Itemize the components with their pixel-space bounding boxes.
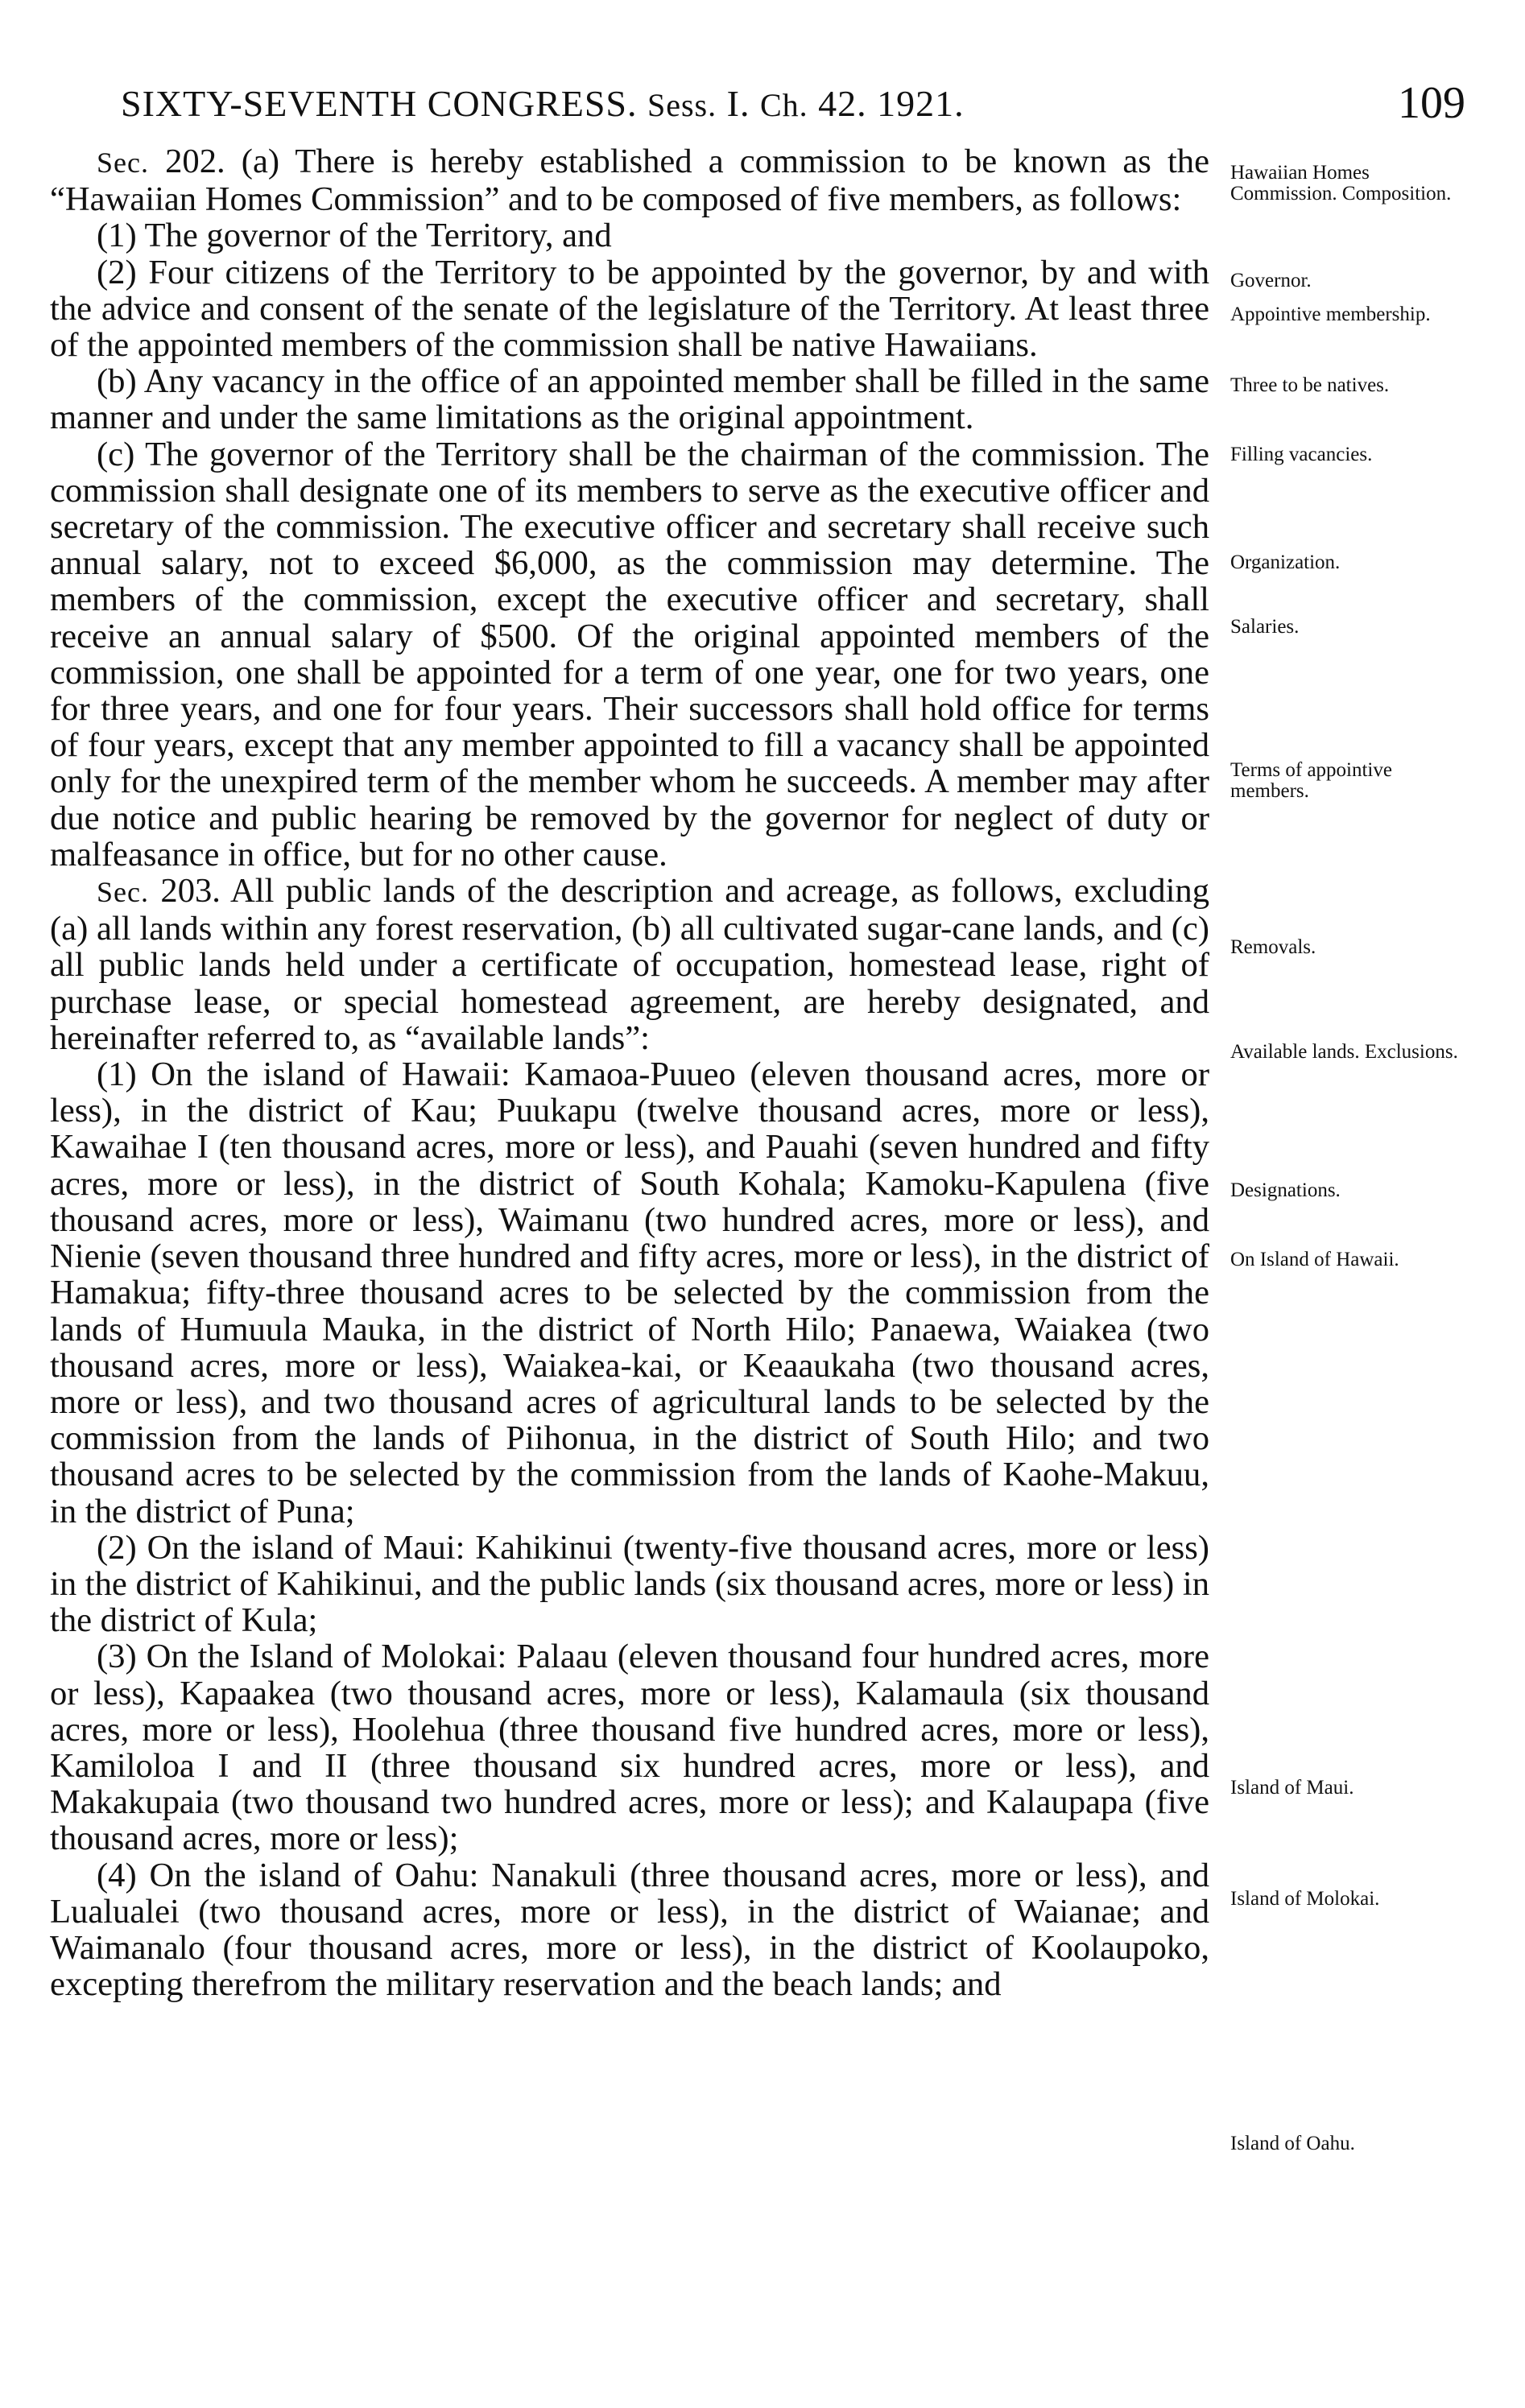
margin-note: Filling vacancies. (1230, 444, 1373, 465)
paragraph-organization: (c) The governor of the Territory shall be the chairman of the commission. The commission shall designate one of its members to serve as the executive officer and secretary of the commission. The executive officer and secretary shall receive such annual salary, not to exceed $6,000, as the commission may determine. The members of the commission, except the executive officer and secretary, shall receive an annual salary of $500. Of the original appointed members of the commission, one shall be appointed for a term of one year, one for two years, one for three years, and one for four years. Their successors shall hold office for terms of four years, except that any member appointed to fill a vacancy shall be appointed only for the unexpired term of the member whom he succeeds. A member may after due notice and public hearing be removed by the governor for neglect of duty or malfeasance in office, but for no other cause. (50, 435, 1209, 874)
paragraph-island-molokai: (3) On the Island of Molokai: Palaau (eleven thousand four hundred acres, more or less), Kapaakea (two thousand acres, more or less), Kalamaula (six thousand acres, more or less), Hoolehua (three thousand five hundred acres, more or less), Kamiloloa I and II (three thousand six hundred acres, more or less), and Makakupaia (two thousand two hundred acres, more or less); and Kalaupapa (five thousand acres, more or less); (50, 1638, 1209, 1858)
session-number: I. (726, 83, 750, 124)
margin-note: Three to be natives. (1230, 374, 1390, 396)
chapter-number: 42. (818, 83, 867, 124)
margin-note: Governor. (1230, 270, 1312, 291)
margin-note: Terms of appointive members. (1230, 759, 1392, 802)
margin-note: Salaries. (1230, 616, 1300, 638)
margin-note: Available lands. Exclusions. (1230, 1041, 1458, 1063)
paragraph-island-hawaii: (1) On the island of Hawaii: Kamaoa-Puueo (eleven thousand acres, more or less), in the district of Kau; Puukapu (twelve thousand acres, more or less), Kawaihae I (ten thousand acres, more or less), and Pauahi (seven hundred and fifty acres, more or less), in the district of South Kohala; Kamoku-Kapulena (five thousand acres, more or less), Waimanu (two hundred acres, more or less), and Nienie (seven thousand three hundred and fifty acres, more or less), in the district of Hamakua; fifty-three thousand acres to be selected by the commission from the lands of Humuula Mauka, in the district of North Hilo; Panaewa, Waiakea (two thousand acres, more or less), Waiakea-kai, or Keaaukaha (two thousand acres, more or less), and two thousand acres of agricultural lands to be selected by the commission from the lands of Piihonua, in the district of South Hilo; and two thousand acres to be selected by the commission from the lands of Kaohe-Makuu, in the district of Puna; (50, 1055, 1209, 1530)
margin-note: Appointive membership. (1230, 304, 1431, 325)
running-head-title (121, 82, 965, 125)
margin-note: Removals. (1230, 936, 1316, 958)
year: 1921. (877, 83, 965, 124)
statute-body (50, 143, 1209, 2002)
margin-note: Island of Molokai. (1230, 1888, 1380, 1910)
paragraph-vacancies: (b) Any vacancy in the office of an appointed member shall be filled in the same manner and under the same limitations as the original appointment. (50, 362, 1209, 437)
section-label: Sec. (97, 876, 149, 909)
paragraph-text: 202. (a) There is hereby established a commission to be known as the “Hawaiian Homes Commission” and to be composed of five members, as follows: (50, 142, 1209, 219)
paragraph-governor: (1) The governor of the Territory, and (97, 217, 612, 255)
paragraph-island-oahu: (4) On the island of Oahu: Nanakuli (three thousand acres, more or less), and Lualualei (two thousand acres, more or less), in the district of Waianae; and Waimanalo (four thousand acres, more or less), in the district of Koolaupoko, excepting therefrom the military reservation and the beach lands; and (50, 1856, 1209, 2004)
section-label: Sec. (97, 147, 149, 179)
congress-title: SIXTY-SEVENTH CONGRESS. (121, 83, 638, 124)
margin-note: Organization. (1230, 551, 1341, 573)
margin-note: Island of Maui. (1230, 1777, 1354, 1799)
session-label: Sess. (647, 87, 717, 123)
page-number: 109 (1398, 78, 1465, 128)
margin-note: Island of Oahu. (1230, 2133, 1355, 2154)
running-head (121, 77, 1465, 134)
chapter-label: Ch. (759, 87, 808, 123)
margin-note: Designations. (1230, 1179, 1341, 1201)
paragraph-sec-202 (50, 143, 1209, 217)
paragraph-text: 203. All public lands of the description and acreage, as follows, excluding (a) all lands within any forest reservation, (b) all cultivated sugar-cane lands, and (c) all public lands held under a certificate of occupation, homestead lease, right of purchase lease, or special homestead agreement, are hereby designated, and hereinafter referred to, as “available lands”: (50, 872, 1209, 1057)
paragraph-island-maui: (2) On the island of Maui: Kahikinui (twenty-five thousand acres, more or less) in the district of Kahikinui, and the public lands (six thousand acres, more or less) in the district of Kula; (50, 1528, 1209, 1640)
margin-note: On Island of Hawaii. (1230, 1249, 1399, 1270)
paragraph-appointive-members: (2) Four citizens of the Territory to be appointed by the governor, by and with the advice and consent of the senate of the legislature of the Territory. At least three of the appointed members of the commission shall be native Hawaiians. (50, 253, 1209, 365)
paragraph-sec-203 (50, 873, 1209, 1056)
margin-note: Hawaiian Homes Commission. Composition. (1230, 162, 1452, 204)
